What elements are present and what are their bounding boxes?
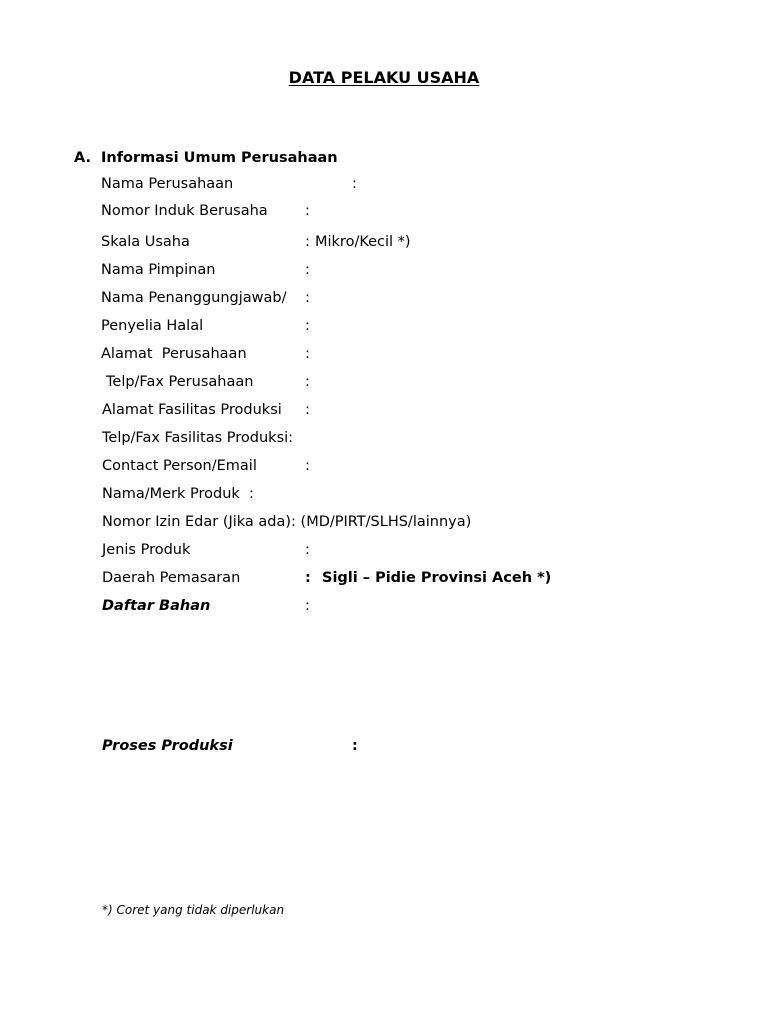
footnote: *) Coret yang tidak diperlukan bbox=[102, 903, 285, 917]
field-label-contact-person-email: Contact Person/Email bbox=[102, 458, 257, 474]
field-sep-telp-fax-perusahaan: : bbox=[305, 374, 310, 390]
field-sep-nomor-induk-berusaha: : bbox=[305, 203, 310, 219]
field-sep-skala-usaha: : bbox=[305, 234, 310, 250]
field-label-daftar-bahan: Daftar Bahan bbox=[102, 598, 211, 614]
document-title: DATA PELAKU USAHA bbox=[288, 68, 480, 87]
field-value-daerah-pemasaran: Sigli – Pidie Provinsi Aceh *) bbox=[322, 570, 552, 586]
field-label-daerah-pemasaran: Daerah Pemasaran bbox=[102, 570, 241, 586]
proses-produksi-sep: : bbox=[352, 738, 358, 754]
field-sep-daftar-bahan: : bbox=[305, 598, 310, 614]
field-label-nomor-induk-berusaha: Nomor Induk Berusaha bbox=[101, 203, 268, 219]
field-label-nama-penanggungjawab: Nama Penanggungjawab/ bbox=[101, 290, 287, 306]
field-sep-nama-penanggungjawab: : bbox=[305, 290, 310, 306]
field-sep-jenis-produk: : bbox=[305, 542, 310, 558]
field-value-skala-usaha: Mikro/Kecil *) bbox=[315, 234, 411, 250]
proses-produksi-label: Proses Produksi bbox=[102, 738, 233, 754]
field-label-alamat-fasilitas-produksi: Alamat Fasilitas Produksi bbox=[102, 402, 282, 418]
field-sep-penyelia-halal: : bbox=[305, 318, 310, 334]
field-sep-nama-perusahaan: : bbox=[352, 176, 357, 192]
field-label-penyelia-halal: Penyelia Halal bbox=[101, 318, 204, 334]
field-label-jenis-produk: Jenis Produk bbox=[102, 542, 191, 558]
field-label-nama-merk-produk: Nama/Merk Produk : bbox=[102, 486, 254, 502]
section-a-marker: A. bbox=[74, 150, 91, 166]
field-sep-daerah-pemasaran: : bbox=[305, 570, 311, 586]
field-label-nomor-izin-edar: Nomor Izin Edar (Jika ada): (MD/PIRT/SLHS/lainnya) bbox=[102, 514, 472, 530]
field-label-nama-perusahaan: Nama Perusahaan bbox=[101, 176, 234, 192]
field-label-nama-pimpinan: Nama Pimpinan bbox=[101, 262, 216, 278]
field-label-telp-fax-perusahaan: Telp/Fax Perusahaan bbox=[106, 374, 254, 390]
field-label-skala-usaha: Skala Usaha bbox=[101, 234, 190, 250]
field-sep-contact-person-email: : bbox=[305, 458, 310, 474]
field-label-alamat-perusahaan: Alamat Perusahaan bbox=[101, 346, 247, 362]
field-sep-alamat-fasilitas-produksi: : bbox=[305, 402, 310, 418]
field-sep-alamat-perusahaan: : bbox=[305, 346, 310, 362]
section-a-heading: Informasi Umum Perusahaan bbox=[101, 150, 338, 166]
field-sep-nama-pimpinan: : bbox=[305, 262, 310, 278]
field-label-telp-fax-fasilitas-produksi: Telp/Fax Fasilitas Produksi: bbox=[102, 430, 294, 446]
